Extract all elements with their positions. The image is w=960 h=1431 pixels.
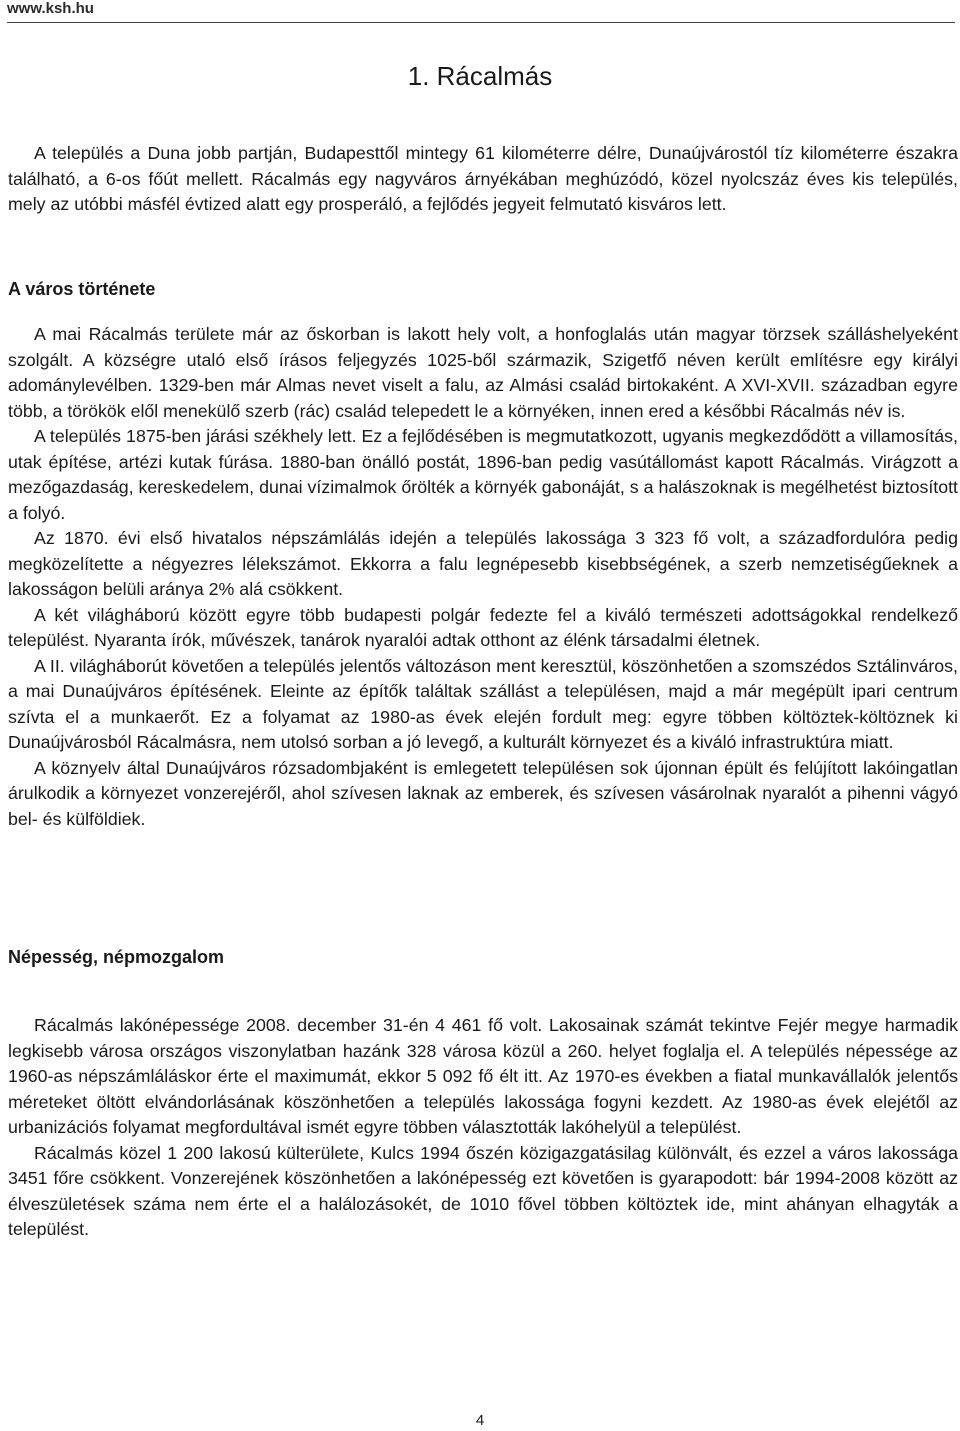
history-paragraph-5: A II. világháborút követően a település jelentős változáson ment keresztül, köszönhetően a szomszédos Sztálinváros, a mai Dunaújváros építésének. Eleinte az építők találtak szállást a településen, majd a már megépült ipari centrum szívta el a munkaerőt. Ez a folyamat az 1980-as évek elején fordult meg: egyre többen költöztek-költöznek ki Dunaújvárosból Rácalmásra, nem utolsó sorban a jó levegő, a kulturált környezet és a kiváló infrastruktúra miatt. (8, 655, 958, 752)
history-heading: A város története (8, 279, 156, 299)
history-paragraph-6: A köznyelv által Dunaújváros rózsadombjaként is emlegetett településen sok újonnan épült és felújított lakóingatlan árulkodik a környezet vonzerejéről, ahol szívesen laknak az emberek, és szívesen vásárolnak nyaralót a pihenni vágyó bel- és külföldiek. (8, 757, 958, 829)
intro-paragraph: A település a Duna jobb partján, Budapesttől mintegy 61 kilométerre délre, Dunaújvárostól tíz kilométerre északra található, a 6-os főút mellett. Rácalmás egy nagyváros árnyékában meghúzódó, közel nyolcszáz éves kis település, mely az utóbbi másfél évtized alatt egy prosperáló, a fejlődés jegyeit felmutató kisváros lett. (8, 143, 958, 214)
population-paragraph-1: Rácalmás lakónépessége 2008. december 31-én 4 461 fő volt. Lakosainak számát tekintve Fejér megye harmadik legkisebb városa országos viszonylatban hazánk 328 városa közül a 260. helyet foglalja el. A település népessége az 1960-as népszámláláskor érte el maximumát, ekkor 5 092 fő élt itt. Az 1970-es években a fiatal munkavállalók jelentős méreteket öltött elvándorlásának köszönhetően a település lakossága fogyni kezdett. Az 1980-as évek elejétől az urbanizációs folyamat megfordultával ismét egyre többen választották lakóhelyül a települést. (8, 1015, 958, 1137)
header-divider (7, 22, 955, 23)
history-paragraph-2: A település 1875-ben járási székhely lett. Ez a fejlődésében is megmutatkozott, ugyanis megkezdődött a villamosítás, utak építése, artézi kutak fúrása. 1880-ban önálló postát, 1896-ban pedig vasútállomást kapott Rácalmás. Virágzott a mezőgazdaság, kereskedelem, dunai vízimalmok őrölték a környék gabonáját, s a halászoknak is megélhetést biztosított a folyó. (8, 426, 958, 523)
population-section (8, 1013, 958, 1243)
intro-section (8, 141, 958, 218)
page-title: 1. Rácalmás (407, 61, 553, 91)
history-paragraph-1: A mai Rácalmás területe már az őskorban is lakott hely volt, a honfoglalás után magyar törzsek szálláshelyeként szolgált. A községre utaló első írásos feljegyzés 1025-ből származik, Szigetfő néven került említésre egy királyi adománylevélben. 1329-ben már Almas nevet viselt a falu, az Almási család birtokaként. A XVI-XVII. században egyre több, a törökök elől menekülő szerb (rác) család telepedett le a környéken, innen ered a későbbi Rácalmás név is. (8, 324, 958, 421)
page-number: 4 (475, 1412, 485, 1429)
population-heading: Népesség, népmozgalom (8, 947, 225, 967)
site-url[interactable]: www.ksh.hu (7, 0, 94, 17)
history-paragraph-4: A két világháború között egyre több budapesti polgár fedezte fel a kiváló természeti adottságokkal rendelkező települést. Nyaranta írók, művészek, tanárok nyaralói adtak otthont az élénk társadalmi életnek. (8, 604, 958, 650)
population-paragraph-2: Rácalmás közel 1 200 lakosú külterülete, Kulcs 1994 őszén közigazgatásilag különvált, és ezzel a város lakossága 3451 főre csökkent. Vonzerejének köszönhetően a lakónépesség ezt követően is gyarapodott: bár 1994-2008 között az élveszületések száma nem érte el a halálozásokét, de 1010 fővel többen költöztek ide, mint ahányan elhagyták a települést. (8, 1142, 958, 1239)
history-section (8, 322, 958, 832)
history-paragraph-3: Az 1870. évi első hivatalos népszámlálás idején a település lakossága 3 323 fő volt, a századfordulóra pedig megközelítette a négyezres lélekszámot. Ekkorra a falu legnépesebb kisebbségének, a szerb nemzetiségűeknek a lakosságon belüli aránya 2% alá csökkent. (8, 528, 958, 599)
